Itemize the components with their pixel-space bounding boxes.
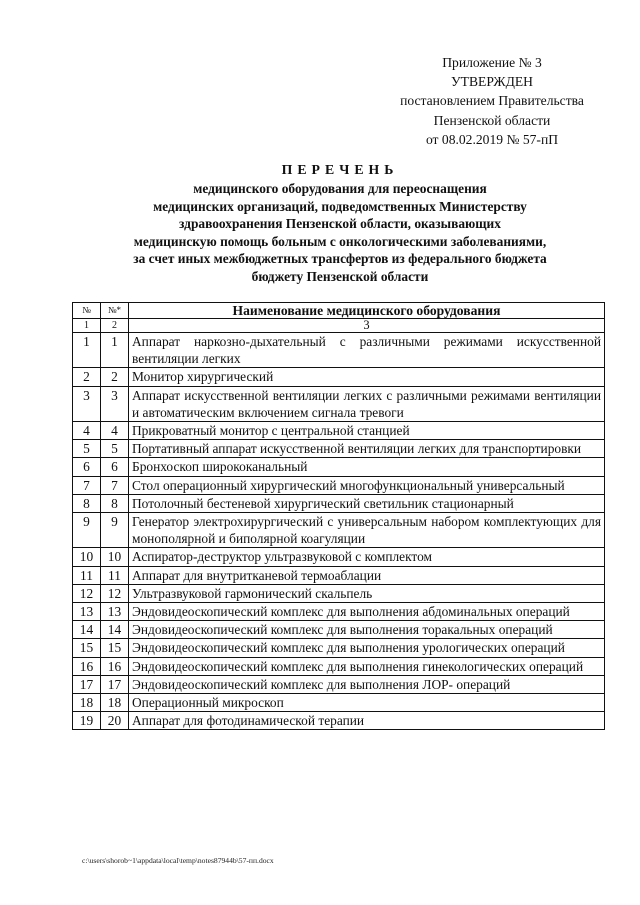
row-number-alt: 14 xyxy=(101,621,129,639)
subtitle-line: здравоохранения Пензенской области, оказывающих xyxy=(179,216,501,232)
column-number: 3 xyxy=(129,319,605,333)
subtitle-line: медицинских организаций, подведомственных Министерству xyxy=(153,198,527,214)
row-number: 3 xyxy=(73,386,101,421)
row-number: 15 xyxy=(73,639,101,657)
table-row xyxy=(73,621,605,639)
row-number-alt: 18 xyxy=(101,694,129,712)
table-row xyxy=(73,712,605,730)
table-row xyxy=(73,657,605,675)
table-row xyxy=(73,548,605,566)
equipment-name: Аппарат искусственной вентиляции легких с различными режимами вентиляции и автоматическим включением сигнала тревоги xyxy=(129,386,605,421)
table-body xyxy=(73,333,605,730)
row-number: 6 xyxy=(73,458,101,476)
approval-line: постановлением Правительства xyxy=(400,93,584,109)
document-subtitle xyxy=(75,180,605,286)
row-number: 4 xyxy=(73,422,101,440)
approval-line: УТВЕРЖДЕН xyxy=(451,74,533,90)
table-row xyxy=(73,675,605,693)
table-row xyxy=(73,368,605,386)
equipment-name: Ультразвуковой гармонический скальпель xyxy=(129,584,605,602)
row-number-alt: 9 xyxy=(101,513,129,548)
table-row xyxy=(73,458,605,476)
equipment-name: Эндовидеоскопический комплекс для выполнения торакальных операций xyxy=(129,621,605,639)
row-number: 11 xyxy=(73,566,101,584)
row-number-alt: 6 xyxy=(101,458,129,476)
subtitle-line: бюджету Пензенской области xyxy=(251,268,429,284)
row-number-alt: 5 xyxy=(101,440,129,458)
row-number: 1 xyxy=(73,333,101,368)
table-row xyxy=(73,440,605,458)
row-number-alt: 3 xyxy=(101,386,129,421)
approval-line: Пензенской области xyxy=(433,112,551,128)
row-number: 12 xyxy=(73,584,101,602)
column-number: 1 xyxy=(73,319,101,333)
subtitle-line: медицинскую помощь больным с онкологическими заболеваниями, xyxy=(133,233,547,249)
row-number: 17 xyxy=(73,675,101,693)
table-header-row xyxy=(73,303,605,319)
row-number-alt: 20 xyxy=(101,712,129,730)
equipment-name: Генератор электрохирургический с универсальным набором комплектующих для монополярной и биполярной коагуляции xyxy=(129,513,605,548)
document-title: ПЕРЕЧЕНЬ xyxy=(281,162,399,177)
equipment-name: Прикроватный монитор с центральной станцией xyxy=(129,422,605,440)
row-number-alt: 12 xyxy=(101,584,129,602)
row-number: 18 xyxy=(73,694,101,712)
table-row xyxy=(73,513,605,548)
equipment-name: Монитор хирургический xyxy=(129,368,605,386)
row-number: 9 xyxy=(73,513,101,548)
header-number: № xyxy=(73,303,101,319)
equipment-name: Аппарат для фотодинамической терапии xyxy=(129,712,605,730)
equipment-name: Эндовидеоскопический комплекс для выполнения урологических операций xyxy=(129,639,605,657)
equipment-name: Аппарат наркозно-дыхательный с различными режимами искусственной вентиляции легких xyxy=(129,333,605,368)
table-row xyxy=(73,566,605,584)
row-number-alt: 17 xyxy=(101,675,129,693)
equipment-name: Потолочный бестеневой хирургический светильник стационарный xyxy=(129,494,605,512)
subtitle-line: за счет иных межбюджетных трансфертов из федерального бюджета xyxy=(133,251,547,267)
equipment-name: Эндовидеоскопический комплекс для выполнения ЛОР- операций xyxy=(129,675,605,693)
equipment-name: Аппарат для внутритканевой термоаблации xyxy=(129,566,605,584)
row-number: 13 xyxy=(73,603,101,621)
approval-line: от 08.02.2019 № 57-пП xyxy=(425,131,559,147)
table-row xyxy=(73,603,605,621)
row-number: 5 xyxy=(73,440,101,458)
row-number: 16 xyxy=(73,657,101,675)
equipment-name: Бронхоскоп ширококанальный xyxy=(129,458,605,476)
table-row xyxy=(73,386,605,421)
row-number: 8 xyxy=(73,494,101,512)
table-row xyxy=(73,494,605,512)
footer-file-path: c:\users\shorob~1\appdata\local\temp\notes87944b\57-пп.docx xyxy=(82,856,274,865)
row-number: 10 xyxy=(73,548,101,566)
header-number-alt: №* xyxy=(101,303,129,319)
equipment-name: Портативный аппарат искусственной вентиляции легких для транспортировки xyxy=(129,440,605,458)
approval-block xyxy=(368,53,616,149)
subtitle-line: медицинского оборудования для переоснащения xyxy=(193,181,487,196)
row-number-alt: 2 xyxy=(101,368,129,386)
row-number-alt: 10 xyxy=(101,548,129,566)
row-number-alt: 11 xyxy=(101,566,129,584)
header-equipment-name: Наименование медицинского оборудования xyxy=(129,303,605,319)
table-row xyxy=(73,333,605,368)
equipment-name: Эндовидеоскопический комплекс для выполнения абдоминальных операций xyxy=(129,603,605,621)
table-row xyxy=(73,476,605,494)
column-number-row xyxy=(73,319,605,333)
table-row xyxy=(73,639,605,657)
row-number-alt: 4 xyxy=(101,422,129,440)
row-number-alt: 7 xyxy=(101,476,129,494)
row-number-alt: 16 xyxy=(101,657,129,675)
equipment-table xyxy=(72,302,605,730)
equipment-name: Стол операционный хирургический многофункциональный универсальный xyxy=(129,476,605,494)
table-row xyxy=(73,584,605,602)
row-number: 7 xyxy=(73,476,101,494)
equipment-name: Аспиратор-деструктор ультразвуковой с комплектом xyxy=(129,548,605,566)
row-number: 2 xyxy=(73,368,101,386)
approval-line: Приложение № 3 xyxy=(442,55,542,70)
row-number-alt: 8 xyxy=(101,494,129,512)
equipment-name: Эндовидеоскопический комплекс для выполнения гинекологических операций xyxy=(129,657,605,675)
row-number-alt: 15 xyxy=(101,639,129,657)
row-number: 19 xyxy=(73,712,101,730)
row-number-alt: 13 xyxy=(101,603,129,621)
column-number: 2 xyxy=(101,319,129,333)
equipment-name: Операционный микроскоп xyxy=(129,694,605,712)
row-number: 14 xyxy=(73,621,101,639)
table-row xyxy=(73,694,605,712)
row-number-alt: 1 xyxy=(101,333,129,368)
table-row xyxy=(73,422,605,440)
